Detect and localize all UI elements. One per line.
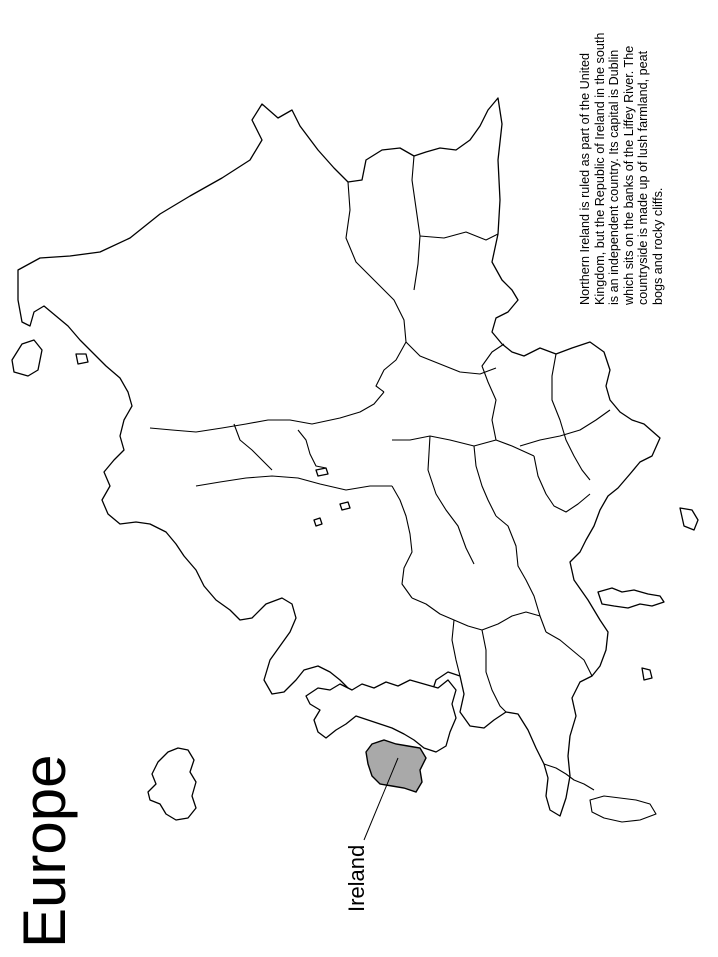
island-5 — [76, 354, 88, 364]
ireland-landmass — [366, 740, 426, 792]
lake-3 — [314, 518, 322, 526]
map-title: Europe — [11, 754, 78, 948]
country-description: Northern Ireland is ruled as part of the United Kingdom, but the Republic of Ireland in the south is an independent country. Its capital is Dublin which sits on the banks of the Liffey River. The countryside is made up of lush farmland, peat bogs and rocky cliffs. — [578, 32, 665, 305]
island-4 — [12, 340, 42, 376]
iceland-landmass — [148, 748, 196, 820]
lake-1 — [340, 502, 350, 510]
lake-2 — [316, 468, 328, 476]
island-3 — [642, 668, 652, 680]
island-2 — [680, 508, 698, 530]
country-label: Ireland — [344, 844, 369, 912]
island-1 — [598, 588, 664, 608]
